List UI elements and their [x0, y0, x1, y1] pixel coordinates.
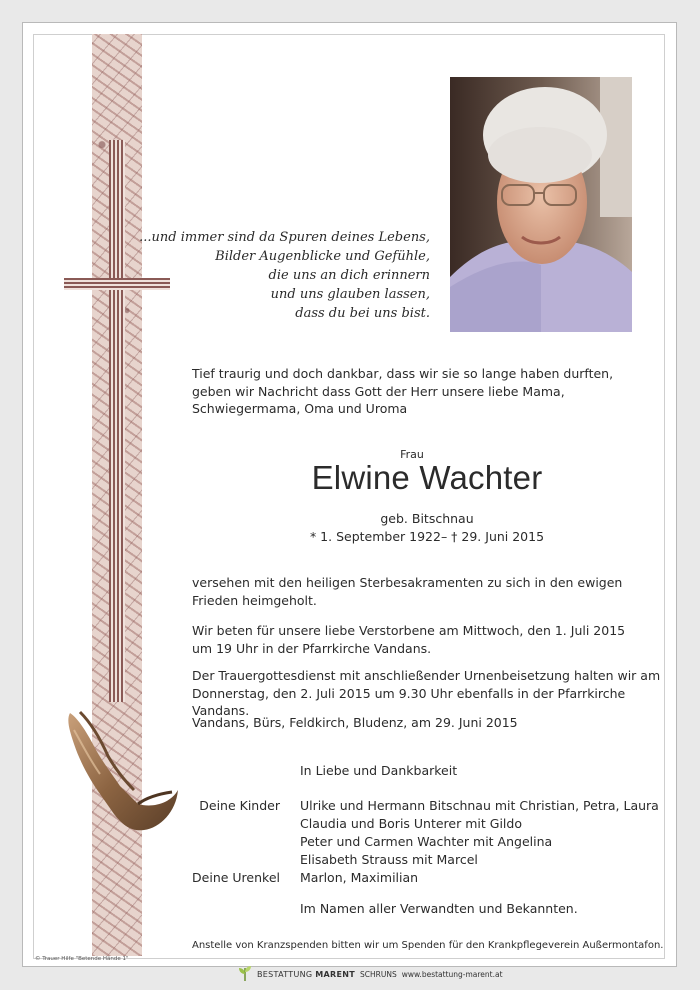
paragraph-funeral-service: Der Trauergottesdienst mit anschließender Urnenbeisetzung halten wir am Donnerstag, den 2. Juli 2015 um 9.30 Uhr ebenfalls in der Pfarrkirche Vandans. [192, 668, 661, 718]
children-label: Deine Kinder [199, 798, 280, 813]
cross-vertical-beam [109, 140, 125, 702]
poem-line: und uns glauben lassen, [270, 287, 430, 302]
paragraph-sacraments: versehen mit den heiligen Sterbesakramenten zu sich in den ewigen Frieden heimgeholt. [192, 575, 623, 608]
footer-website[interactable]: www.bestattung-marent.at [401, 969, 503, 979]
image-credit: © Trauer Hilfe "Betende Hände 1" [35, 956, 129, 962]
leaf-logo-icon [238, 966, 252, 982]
children-list [300, 797, 659, 887]
intro-text: Tief traurig und doch dankbar, dass wir sie so lange haben durften, geben wir Nachricht dass Gott der Herr unsere liebe Mama, Schwiegermama, Oma und Uroma [192, 366, 614, 416]
grandchildren-label: Deine Urenkel [192, 870, 280, 885]
poem-line: ...und immer sind da Spuren deines Lebens, [139, 230, 430, 245]
salutation: Frau [400, 448, 424, 461]
poem [139, 228, 430, 323]
closing-line: In Liebe und Dankbarkeit [300, 763, 458, 778]
poem-line: dass du bei uns bist. [295, 306, 430, 321]
footer-brand-name: MARENT [315, 969, 355, 979]
child-family: Ulrike und Hermann Bitschnau mit Christian, Petra, Laura [300, 798, 659, 813]
child-family: Peter und Carmen Wachter mit Angelina [300, 834, 553, 849]
footer [238, 966, 503, 982]
child-family: Claudia und Boris Unterer mit Gildo [300, 816, 522, 831]
poem-line: Bilder Augenblicke und Gefühle, [215, 249, 430, 264]
praying-hands-icon [60, 708, 180, 833]
child-family: Elisabeth Strauss mit Marcel [300, 852, 478, 867]
poem-line: die uns an dich erinnern [268, 268, 430, 283]
life-details [192, 510, 662, 546]
paragraph-prayer: Wir beten für unsere liebe Verstorbene am Mittwoch, den 1. Juli 2015 um 19 Uhr in der Pfarrkirche Vandans. [192, 623, 626, 656]
footer-brand-prefix: BESTATTUNG [257, 969, 313, 979]
paragraph-places-date: Vandans, Bürs, Feldkirch, Bludenz, am 29. Juni 2015 [192, 715, 518, 730]
footer-location: SCHRUNS [360, 969, 397, 979]
birth-name: geb. Bitschnau [380, 511, 474, 526]
portrait-photo [450, 77, 632, 332]
grandchildren-names: Marlon, Maximilian [300, 870, 419, 885]
relatives-line: Im Namen aller Verwandten und Bekannten. [300, 901, 578, 916]
deceased-name: Elwine Wachter [311, 459, 543, 496]
donation-note: Anstelle von Kranzspenden bitten wir um Spenden für den Krankpflegeverein Außermontafon. [192, 940, 664, 951]
footer-brand [257, 970, 355, 979]
life-dates: * 1. September 1922– † 29. Juni 2015 [309, 529, 545, 544]
